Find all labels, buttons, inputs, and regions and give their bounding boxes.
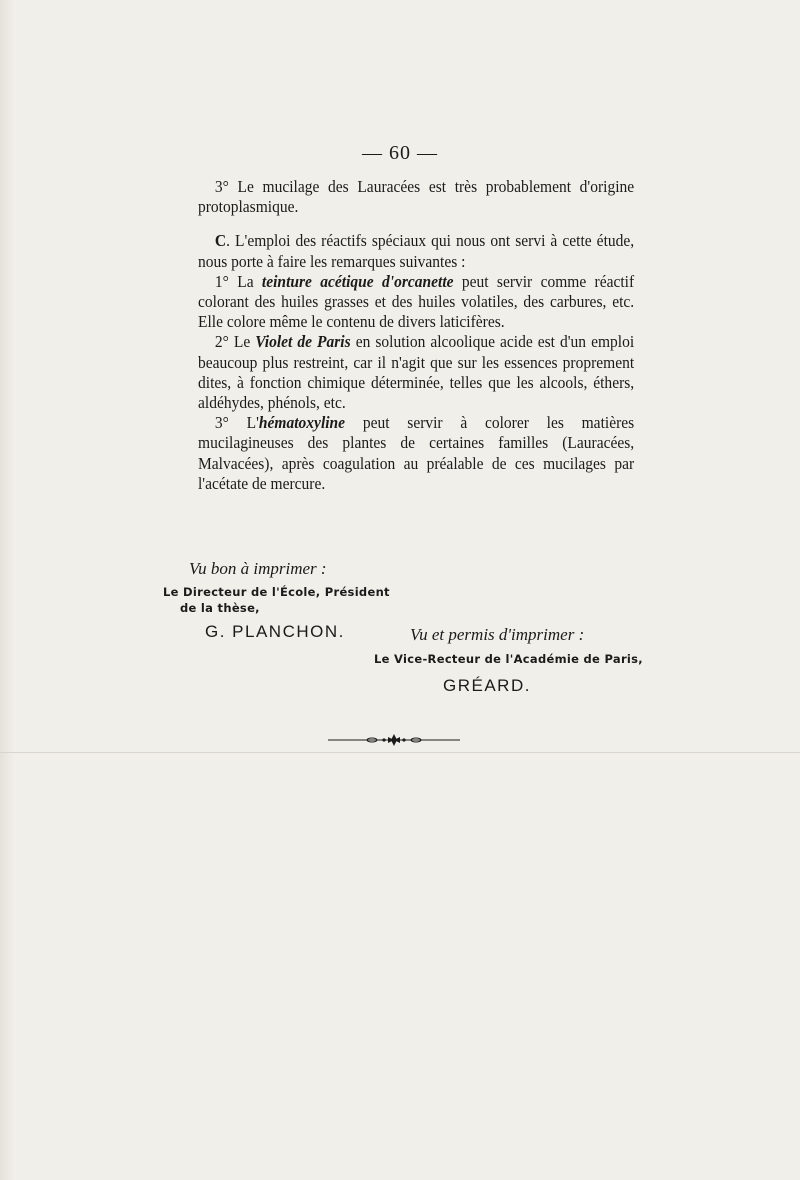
italic-term: hématoxyline	[258, 413, 346, 433]
vu-et-permis-d-imprimer: Vu et permis d'imprimer :	[410, 625, 585, 644]
text-run: en solution alcoolique acide est d'un emploi beaucoup plus restreint, car il n'agit que sur les essences proprement dites, à fonction chimique déterminée, telles que les alcools, éthers, aldéhydes, phénols, etc.	[198, 332, 635, 413]
text-run: 2° Le	[214, 332, 256, 352]
text-run: peut servir à colorer les matières mucilagineuses des plantes de certaines familles (Lauracées, Malvacées), après coagulation au préalable de ces mucilages par l'acétate de mercure.	[198, 413, 635, 493]
vice-recteur-title: Le Vice-Recteur de l'Académie de Paris,	[374, 652, 643, 666]
italic-term: teinture acétique d'orcanette	[261, 271, 454, 291]
section-letter: C	[214, 231, 227, 251]
text-run: . L'emploi des réactifs spéciaux qui nous ont servi à cette étude, nous porte à faire les remarques suivantes :	[198, 231, 635, 271]
text-run: 3° L'	[214, 413, 259, 433]
fleuron-ornament-icon	[328, 730, 460, 746]
text-run: peut servir comme réactif colorant des huiles grasses et des huiles volatiles, des carbures, etc. Elle colore même le contenu de divers laticifères.	[198, 271, 635, 332]
text-run: 3° Le mucilage des Lauracées est très probablement d'origine protoplasmique.	[198, 177, 635, 217]
directeur-title: Le Directeur de l'École, Président	[163, 585, 390, 599]
signatory-greard: GRÉARD.	[443, 676, 531, 695]
vu-bon-a-imprimer: Vu bon à imprimer :	[189, 559, 327, 578]
text-run: 1° La	[214, 271, 262, 291]
italic-term: Violet de Paris	[255, 332, 351, 352]
page-number: — 60 —	[362, 142, 438, 164]
signatory-planchon: G. PLANCHON.	[205, 622, 345, 641]
directeur-title-continued: de la thèse,	[180, 601, 260, 615]
